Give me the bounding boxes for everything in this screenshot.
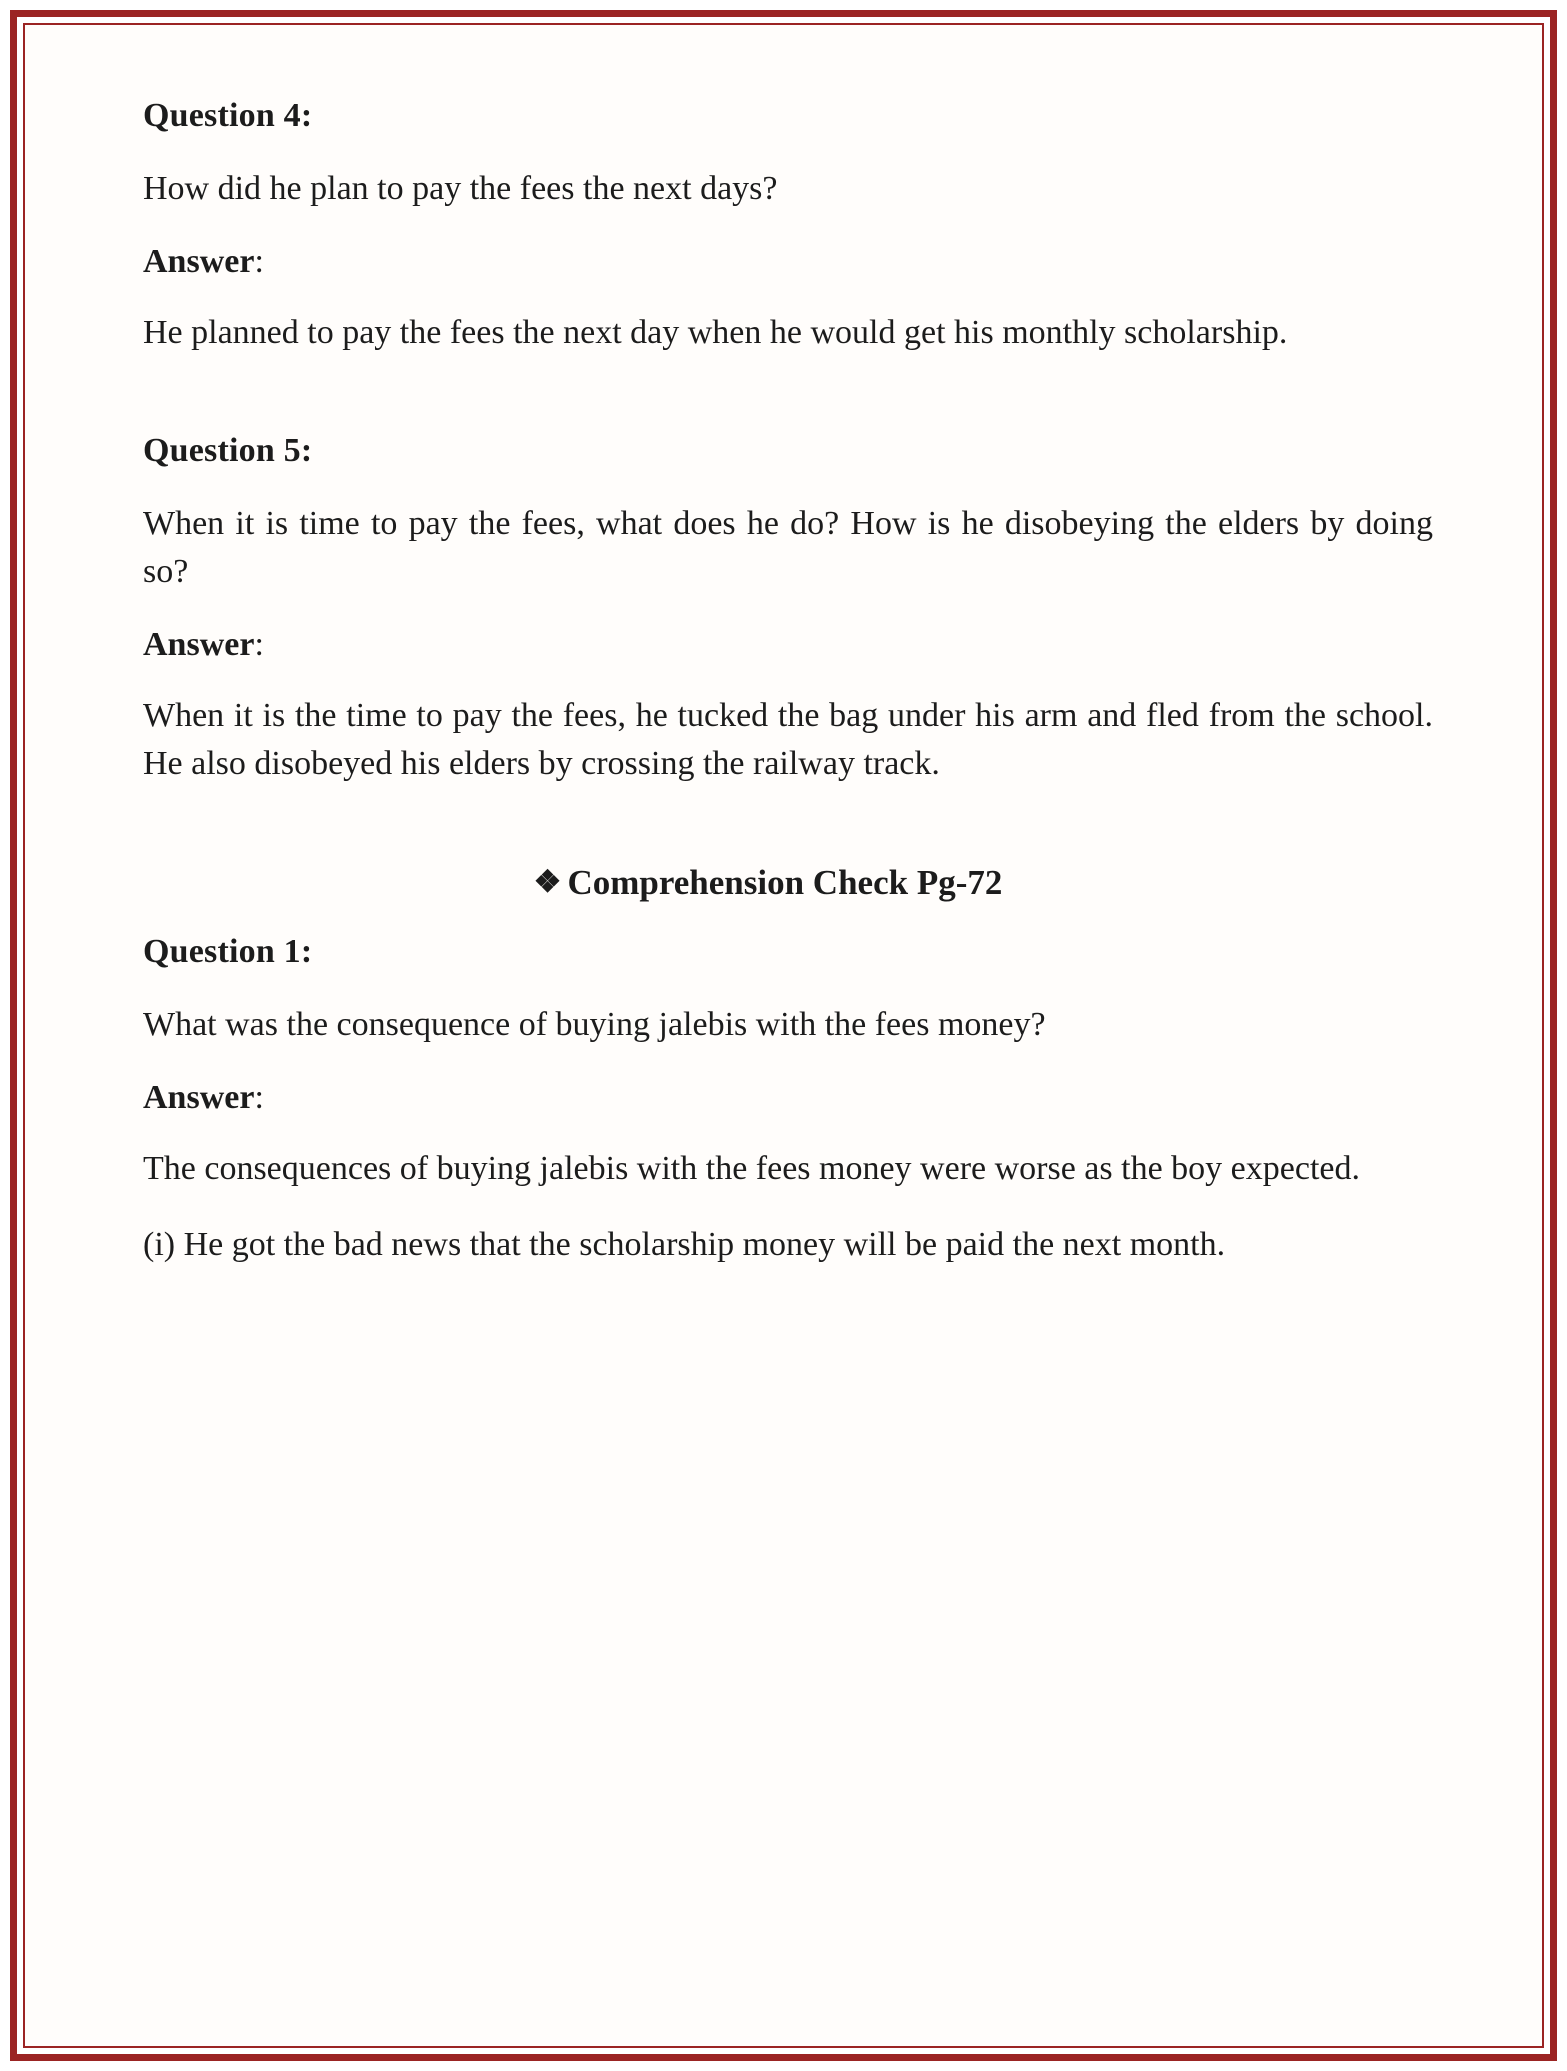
question-label: Question 1: (143, 932, 313, 970)
answer-list-item: (i) He got the bad news that the scholarship money will be paid the next month. (143, 1226, 1226, 1264)
block-spacer (143, 358, 1433, 432)
qa-block-comprehension-question-1 (143, 933, 1433, 1270)
question-text: When it is time to pay the fees, what does he do? How is he disobeying the elders by doing so? (143, 504, 1433, 590)
answer-colon: : (254, 243, 264, 281)
answer-label: Answer (143, 1078, 255, 1116)
answer-colon: : (254, 626, 264, 664)
section-heading-text: Comprehension Check Pg-72 (567, 862, 1003, 902)
question-label: Question 4: (143, 97, 313, 134)
answer-paragraph: He planned to pay the fees the next day when he would get his monthly scholarship. (143, 314, 1288, 352)
question-label: Question 5: (143, 431, 313, 469)
question-text: How did he plan to pay the fees the next days? (143, 170, 778, 207)
page-outer-border (10, 10, 1557, 2061)
section-heading (143, 863, 1433, 903)
question-text: What was the consequence of buying jalebis with the fees money? (143, 1005, 1046, 1043)
diamond-bullet-icon: ❖ (533, 863, 562, 899)
answer-paragraph: The consequences of buying jalebis with the fees money were worse as the boy expected. (143, 1149, 1360, 1187)
answer-colon: : (254, 1078, 264, 1116)
qa-block-question-4 (143, 97, 1433, 358)
answer-label-row (143, 1079, 1433, 1117)
answer-label-row (143, 626, 1433, 664)
answer-paragraph: When it is the time to pay the fees, he tucked the bag under his arm and fled from the school. He also disobeyed his elders by crossing the railway track. (143, 697, 1433, 783)
page-inner-border (23, 23, 1544, 2048)
qa-block-question-5 (143, 432, 1433, 789)
document-content (143, 97, 1433, 1269)
answer-label: Answer (143, 626, 255, 664)
answer-label-row (143, 243, 1433, 281)
section-spacer (143, 789, 1433, 863)
answer-label: Answer (143, 243, 255, 281)
